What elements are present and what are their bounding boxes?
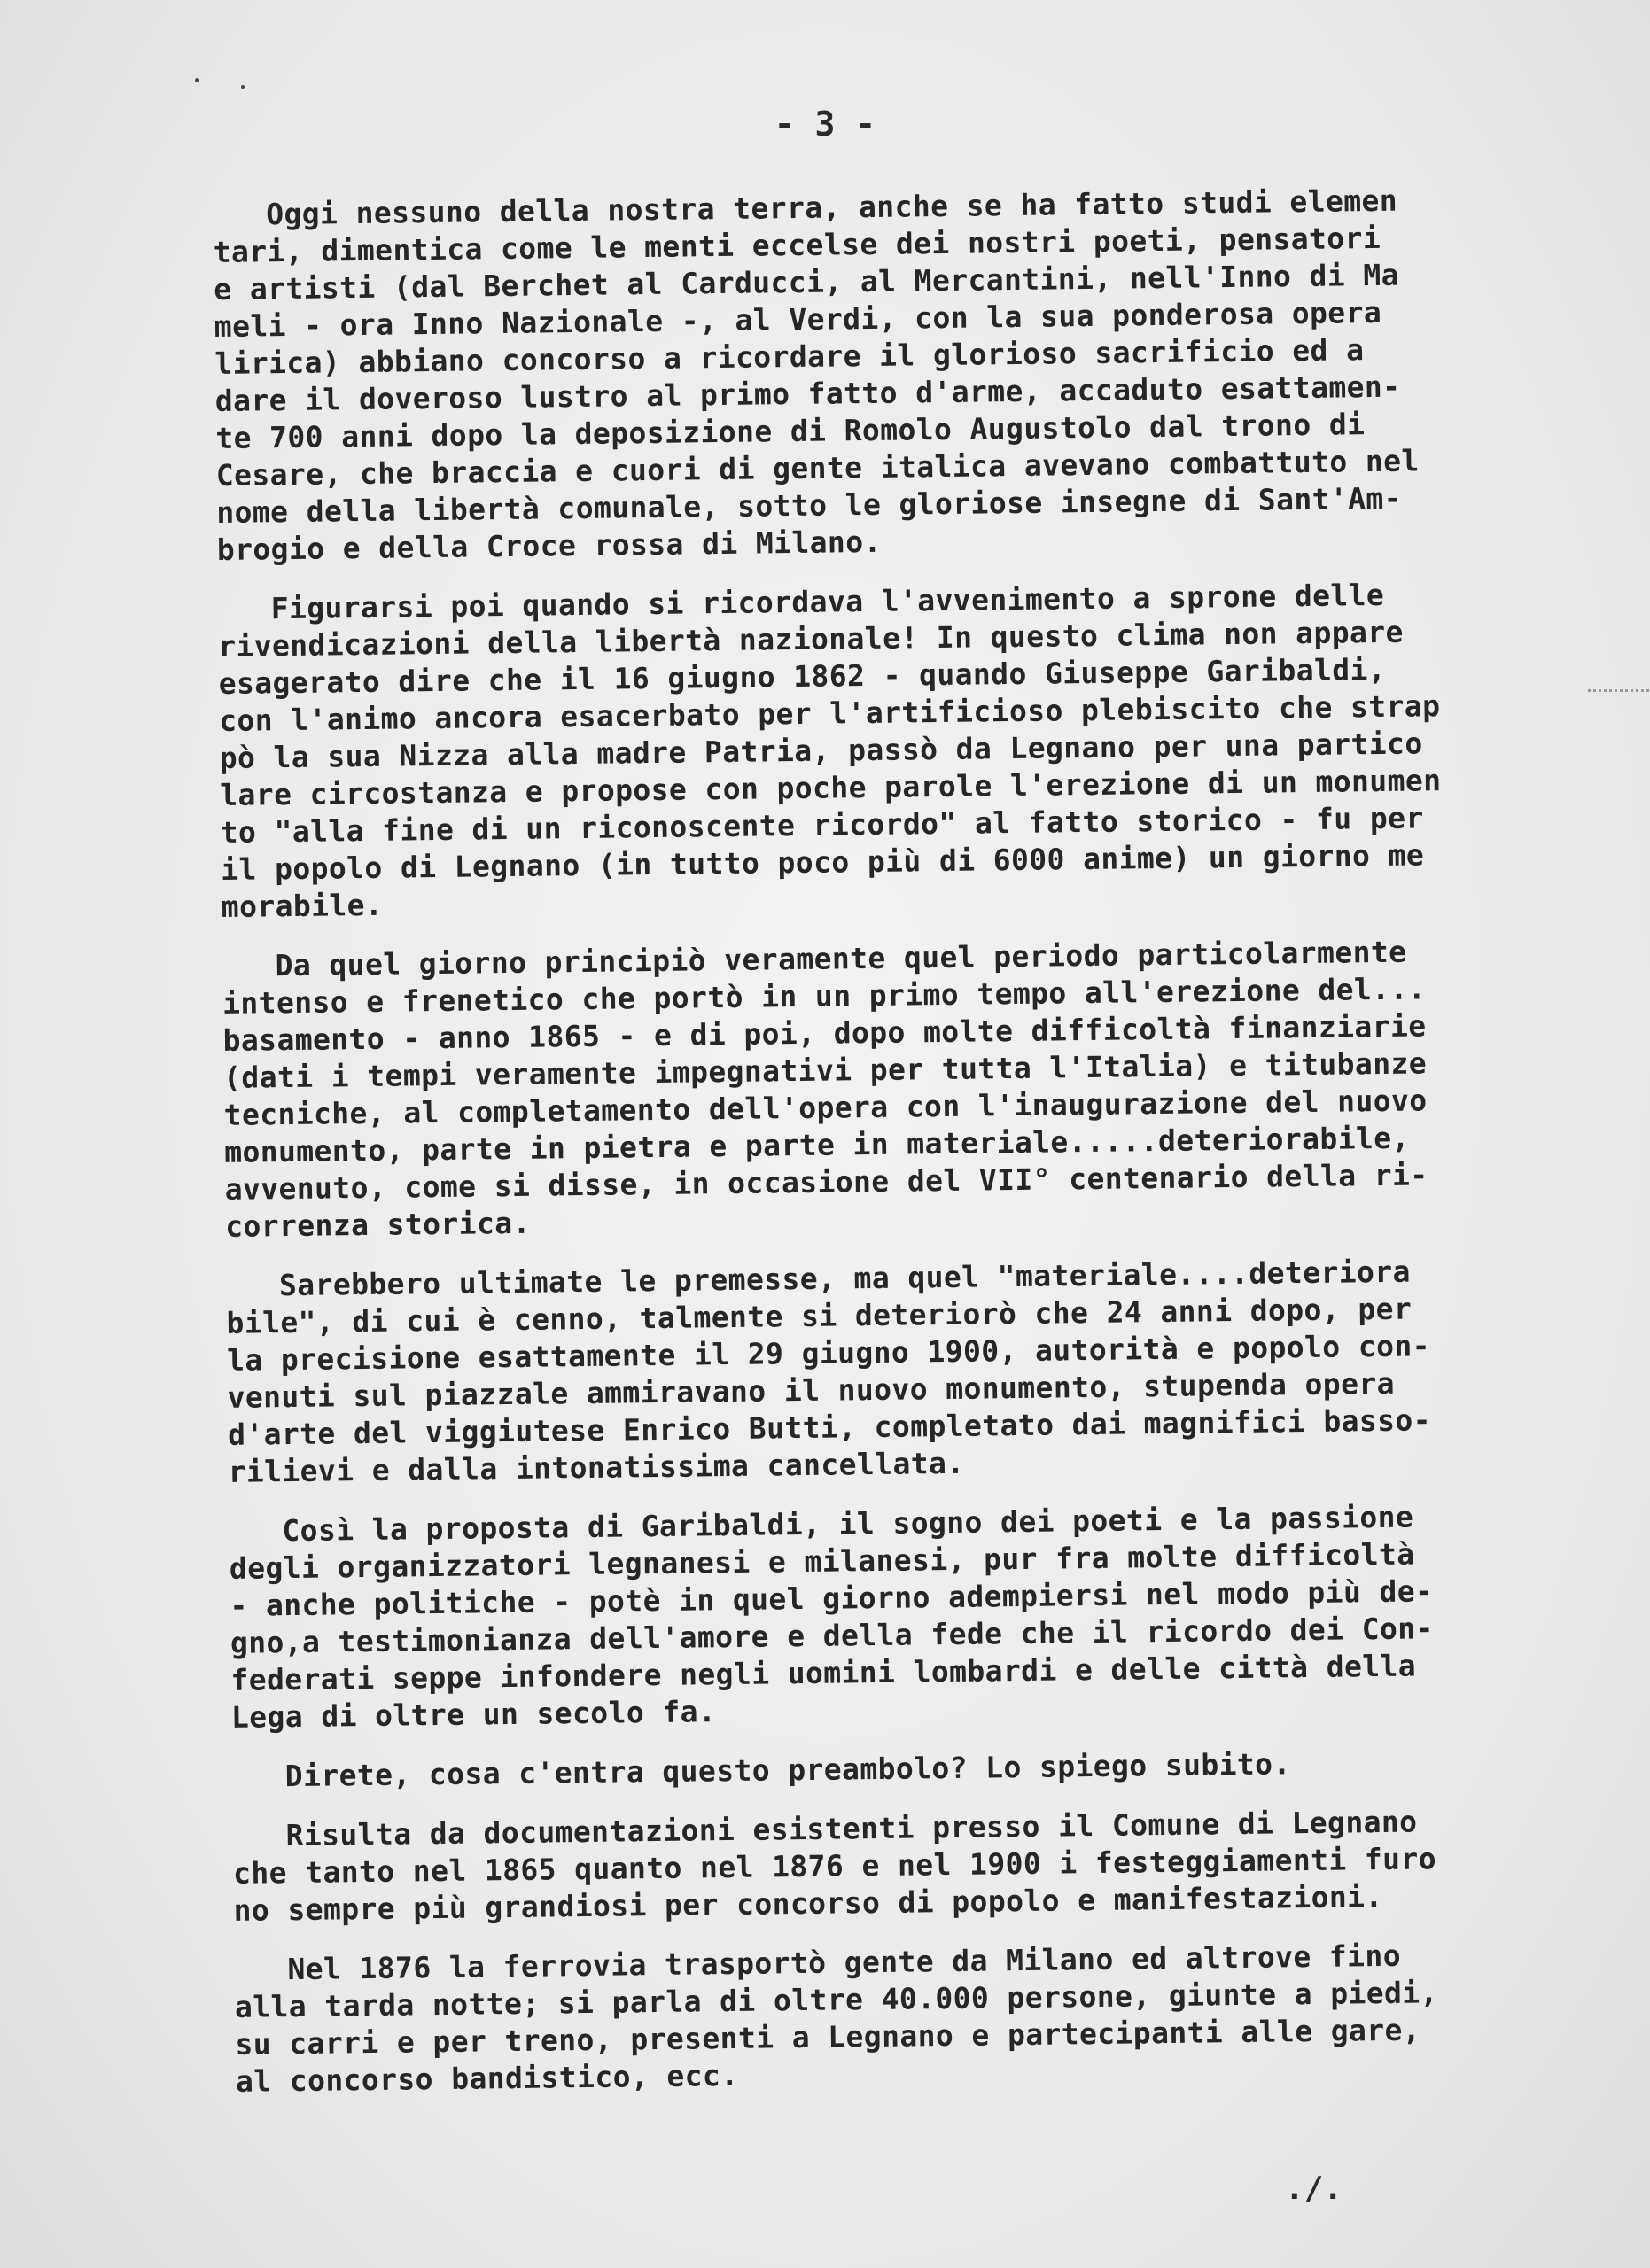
edge-scan-mark <box>1588 689 1650 692</box>
paragraph-6 <box>232 1742 1579 1796</box>
text-line: gno,a testimonianza dell'amore e della fede che il ricordo dei Con- <box>230 1611 1435 1660</box>
text-line: Figurarsi poi quando si ricordava l'avvenimento a sprone delle <box>270 577 1385 626</box>
text-line: federati seppe infondere negli uomini lombardi e delle città della <box>230 1648 1417 1697</box>
text-line: tecniche, al completamento dell'opera con l'inaugurazione del nuovo <box>223 1083 1428 1132</box>
text-line: intenso e frenetico che portò in un primo tempo all'erezione del... <box>222 971 1427 1021</box>
text-line: e artisti (dal Berchet al Carducci, al Mercantini, nell'Inno di Ma <box>214 257 1400 307</box>
text-line: nome della libertà comunale, sotto le gloriose insegne di Sant'Am- <box>216 480 1403 530</box>
text-line: tari, dimentica come le menti eccelse dei nostri poeti, pensatori <box>213 220 1381 269</box>
text-line: al concorso bandistico, ecc. <box>235 2057 739 2099</box>
paragraph-4 <box>226 1251 1576 1491</box>
text-line: no sempre più grandiosi per concorso di popolo e manifestazioni. <box>233 1879 1383 1928</box>
body-text <box>213 180 1583 2122</box>
text-line: correnza storica. <box>224 1205 531 1244</box>
text-line: Da quel giorno principiò veramente quel periodo particolarmente <box>275 934 1407 983</box>
text-line: che tanto nel 1865 quanto nel 1876 e nel 1900 i festeggiamenti furo <box>232 1841 1437 1891</box>
text-line: con l'animo ancora esacerbato per l'artificioso plebiscito che strap <box>218 688 1441 738</box>
text-line: pò la sua Nizza alla madre Patria, passò da Legnano per una partico <box>219 726 1423 775</box>
text-line: lirica) abbiano concorso a ricordare il glorioso sacrificio ed a <box>214 332 1365 381</box>
text-line: rivendicazioni della libertà nazionale! In questo clima non appare <box>217 614 1405 664</box>
text-line: venuti sul piazzale ammiravano il nuovo monumento, stupenda opera <box>227 1365 1396 1415</box>
paragraph-1 <box>213 180 1564 569</box>
text-line: su carri e per treno, presenti a Legnano e partecipanti alle gare, <box>235 2012 1421 2062</box>
text-line: Nel 1876 la ferrovia trasportò gente da Milano ed altrove fino <box>287 1938 1402 1987</box>
text-line: il popolo di Legnano (in tutto poco più di 6000 anime) un giorno me <box>221 837 1425 887</box>
text-line: dare il doveroso lustro al primo fatto d'arme, accaduto esattamen- <box>214 369 1401 418</box>
ink-speck <box>241 85 245 89</box>
text-line: bile", di cui è cenno, talmente si deteriorò che 24 anni dopo, per <box>226 1291 1413 1340</box>
paragraph-3 <box>222 931 1572 1246</box>
text-line: Risulta da documentazioni esistenti presso il Comune di Legnano <box>285 1804 1418 1853</box>
text-line: avvenuto, come si disse, in occasione del VII° centenario della ri- <box>224 1157 1428 1207</box>
page-number: - 3 - <box>774 105 876 144</box>
text-line: Oggi nessuno della nostra terra, anche se ha fatto studi elemen <box>266 183 1398 232</box>
text-line: - anche politiche - potè in quel giorno adempiersi nel modo più de- <box>230 1573 1434 1623</box>
text-line: alla tarda notte; si parla di oltre 40.000 persone, giunte a piedi, <box>234 1975 1439 2024</box>
text-line: esagerato dire che il 16 giugno 1862 - quando Giuseppe Garibaldi, <box>218 651 1387 701</box>
text-line: meli - ora Inno Nazionale -, al Verdi, con la sua ponderosa opera <box>214 294 1382 344</box>
text-line: Così la proposta di Garibaldi, il sogno dei poeti e la passione <box>282 1499 1414 1549</box>
paragraph-5 <box>229 1496 1578 1736</box>
paragraph-7 <box>232 1801 1580 1930</box>
text-line: la precisione esattamente il 29 giugno 1900, autorità e popolo con- <box>226 1328 1431 1378</box>
text-line: rilievi e dalla intonatissima cancellata. <box>228 1445 965 1489</box>
continuation-mark: ./. <box>1285 2171 1343 2207</box>
ink-speck <box>195 78 199 82</box>
text-line: morabile. <box>221 887 384 924</box>
text-line: te 700 anni dopo la deposizione di Romolo Augustolo dal trono di <box>215 407 1366 455</box>
text-line: degli organizzatori legnanesi e milanesi, pur fra molte difficoltà <box>229 1536 1415 1586</box>
text-line: Direte, cosa c'entra questo preambolo? Lo spiego subito. <box>284 1746 1291 1794</box>
paragraph-2 <box>217 574 1568 926</box>
text-line: basamento - anno 1865 - e di poi, dopo molte difficoltà finanziarie <box>222 1008 1427 1058</box>
text-line: monumento, parte in pietra e parte in materiale.....deteriorabile, <box>223 1120 1410 1169</box>
text-line: Sarebbero ultimate le premesse, ma quel "materiale....deteriora <box>278 1254 1412 1303</box>
text-line: Cesare, che braccia e cuori di gente italica avevano combattuto nel <box>215 443 1420 493</box>
text-line: Lega di oltre un secolo fa. <box>230 1694 717 1735</box>
text-line: lare circostanza e propose con poche parole l'erezione di un monumen <box>220 763 1442 812</box>
paragraph-8 <box>234 1935 1583 2101</box>
text-line: (dati i tempi veramente impegnativi per tutta l'Italia) e titubanze <box>222 1045 1428 1095</box>
text-line: to "alla fine di un riconoscente ricordo" al fatto storico - fu per <box>220 800 1424 850</box>
text-line: d'arte del viggiutese Enrico Butti, completato dai magnifici basso- <box>227 1402 1432 1452</box>
text-line: brogio e della Croce rossa di Milano. <box>216 524 882 567</box>
